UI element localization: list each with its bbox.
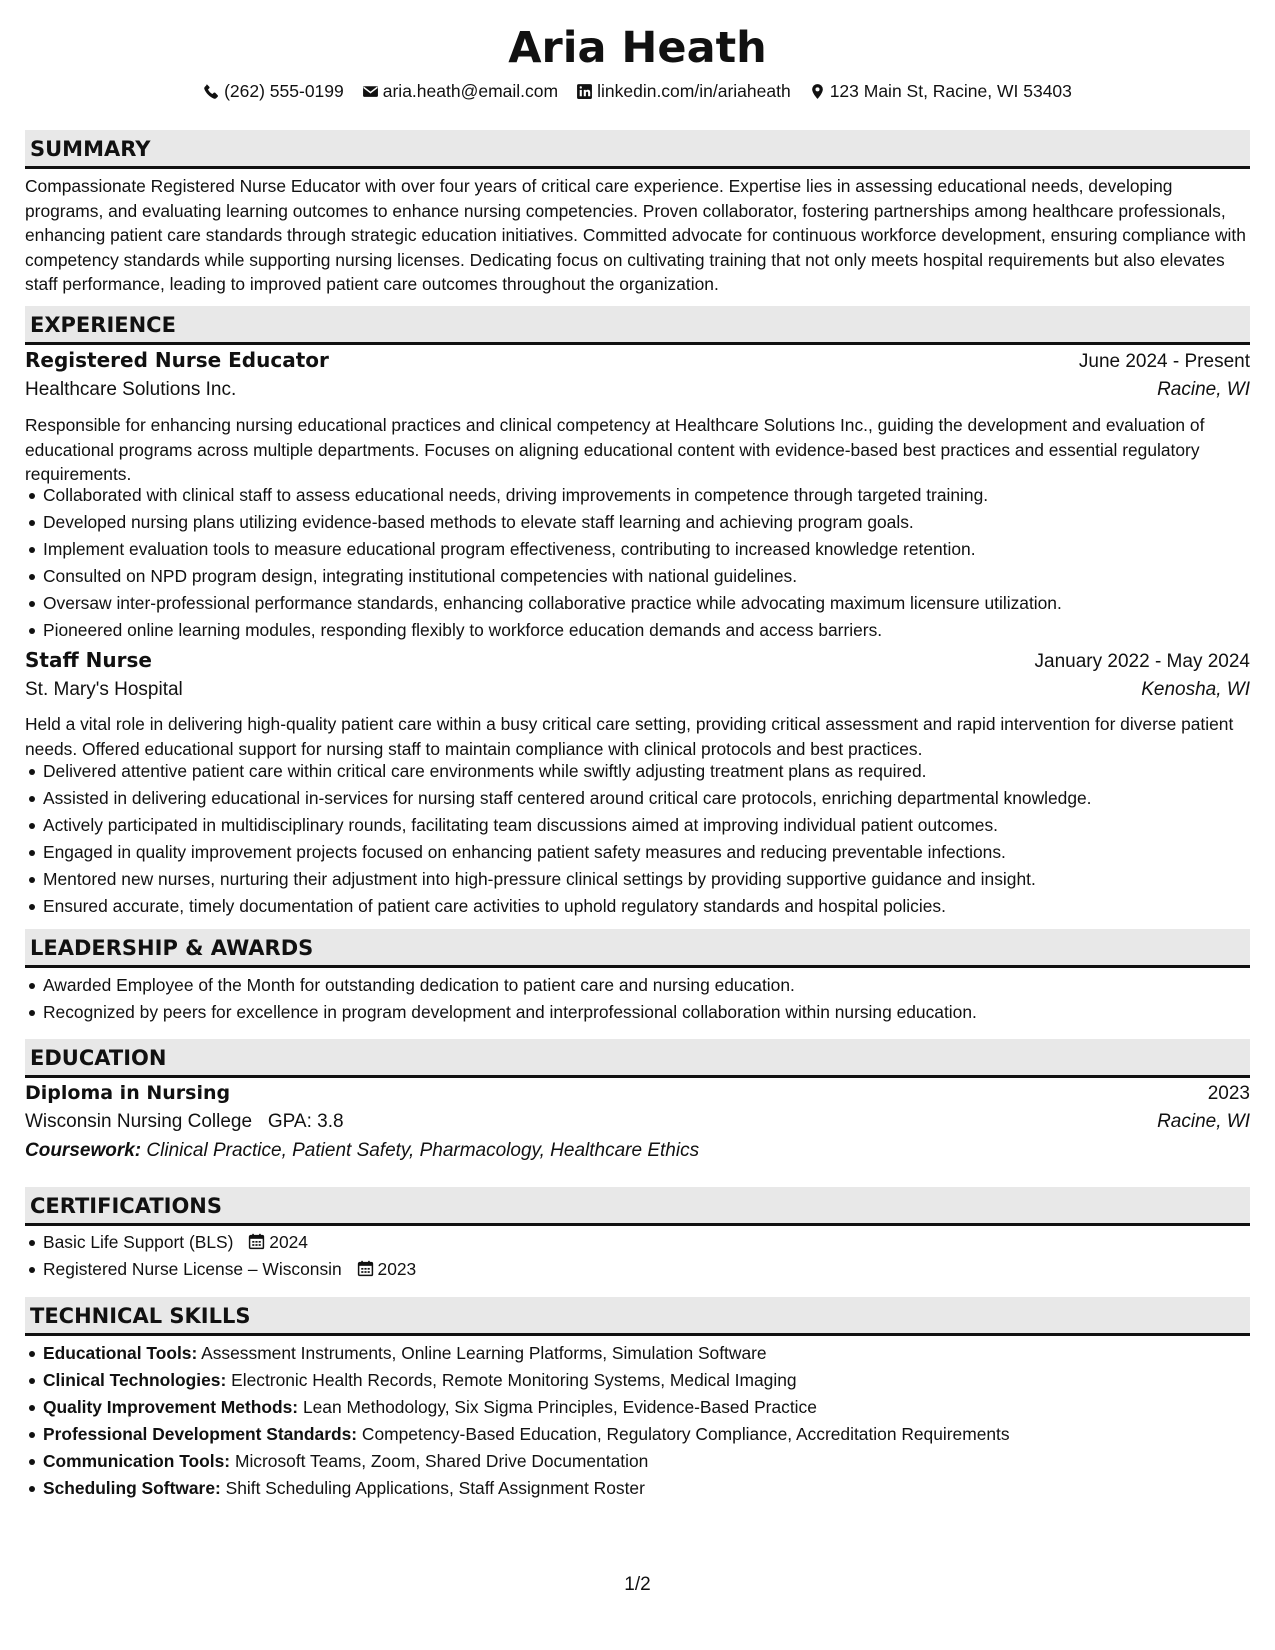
envelope-icon: [362, 83, 379, 100]
skill-value: Assessment Instruments, Online Learning Platforms, Simulation Software: [201, 1343, 767, 1363]
calendar-icon: [248, 1233, 265, 1250]
leadership-bullets: [25, 972, 1268, 1026]
list-item: [43, 1421, 1268, 1448]
job-description: Held a vital role in delivering high-quality patient care within a busy critical care setting, providing critical assessment and rapid intervention for diverse patient needs. Offered educational support for nursing staff to maintain compliance with clinical protocols and best practices.: [25, 714, 1234, 759]
job-description: Responsible for enhancing nursing educational practices and clinical competency at Healthcare Solutions Inc., guiding the development and evaluation of educational programs across multiple departments. Focuses on aligning educational content with evidence-based best practices and essential regulatory requirements.: [25, 415, 1205, 484]
list-item: Engaged in quality improvement projects focused on enhancing patient safety measures and reducing preventable infections.: [43, 839, 1268, 866]
list-item: Pioneered online learning modules, responding flexibly to workforce education demands and access barriers.: [43, 617, 1268, 644]
job-header: [25, 648, 1250, 673]
contact-bar: [25, 78, 1250, 104]
list-item: Assisted in delivering educational in-services for nursing staff centered around critical care protocols, enriching departmental knowledge.: [43, 785, 1268, 812]
contact-email[interactable]: [362, 78, 558, 104]
job-location: Racine, WI: [1157, 379, 1250, 400]
coursework-label: Coursework:: [25, 1140, 142, 1161]
school-info: [25, 1111, 344, 1133]
job-title: Staff Nurse: [25, 648, 152, 672]
address-text: 123 Main St, Racine, WI 53403: [829, 81, 1072, 101]
skill-label: Clinical Technologies:: [43, 1370, 227, 1390]
contact-linkedin[interactable]: [576, 78, 791, 104]
skills-heading: TECHNICAL SKILLS: [25, 1297, 1250, 1336]
candidate-name: Aria Heath: [508, 23, 767, 73]
list-item: Collaborated with clinical staff to assess educational needs, driving improvements in competence through targeted training.: [43, 482, 1268, 509]
contact-address: [809, 78, 1072, 104]
linkedin-link[interactable]: linkedin.com/in/ariaheath: [597, 81, 791, 101]
list-item: Consulted on NPD program design, integrating institutional competencies with national guidelines.: [43, 563, 1268, 590]
list-item: Delivered attentive patient care within critical care environments while swiftly adjusting treatment plans as required.: [43, 758, 1268, 785]
job-dates: June 2024 - Present: [1078, 351, 1250, 372]
list-item: [43, 1340, 1268, 1367]
job-org: Healthcare Solutions Inc.: [25, 379, 237, 400]
job-bullets: [25, 758, 1268, 920]
job-title: Registered Nurse Educator: [25, 348, 329, 372]
degree-name: Diploma in Nursing: [25, 1082, 231, 1104]
list-item: Recognized by peers for excellence in program development and interprofessional collaboration within nursing education.: [43, 999, 1268, 1026]
phone-text: (262) 555-0199: [224, 81, 344, 101]
list-item: Developed nursing plans utilizing evidence-based methods to elevate staff learning and achieving program goals.: [43, 509, 1268, 536]
list-item: Implement evaluation tools to measure educational program effectiveness, contributing to increased knowledge retention.: [43, 536, 1268, 563]
map-pin-icon: [809, 83, 826, 100]
skill-label: Scheduling Software:: [43, 1478, 221, 1498]
certifications-heading: CERTIFICATIONS: [25, 1187, 1250, 1226]
skill-value: Shift Scheduling Applications, Staff Assignment Roster: [225, 1478, 645, 1498]
education-heading: EDUCATION: [25, 1039, 1250, 1078]
list-item: Actively participated in multidisciplinary rounds, facilitating team discussions aimed at improving individual patient outcomes.: [43, 812, 1268, 839]
linkedin-icon: [576, 83, 593, 100]
skill-label: Quality Improvement Methods:: [43, 1397, 299, 1417]
skill-label: Communication Tools:: [43, 1451, 231, 1471]
cert-year: 2023: [377, 1259, 417, 1279]
coursework: [25, 1140, 699, 1162]
resume-page: [25, 0, 1250, 1498]
phone-icon: [203, 83, 220, 100]
cert-name: Registered Nurse License – Wisconsin: [43, 1259, 342, 1279]
gpa: GPA: 3.8: [267, 1111, 344, 1132]
experience-heading: EXPERIENCE: [25, 306, 1250, 345]
email-link[interactable]: aria.heath@email.com: [382, 81, 559, 101]
coursework-list: Clinical Practice, Patient Safety, Pharmacology, Healthcare Ethics: [146, 1140, 700, 1161]
cert-name: Basic Life Support (BLS): [43, 1232, 234, 1252]
list-item: Ensured accurate, timely documentation of patient care activities to uphold regulatory standards and hospital policies.: [43, 893, 1268, 920]
certifications-list: [25, 1229, 1268, 1283]
job-org: St. Mary's Hospital: [25, 679, 183, 700]
list-item: Awarded Employee of the Month for outstanding dedication to patient care and nursing education.: [43, 972, 1268, 999]
list-item: Mentored new nurses, nurturing their adjustment into high-pressure clinical settings by providing supportive guidance and insight.: [43, 866, 1268, 893]
page-number: 1/2: [624, 1574, 651, 1595]
leadership-heading: LEADERSHIP & AWARDS: [25, 929, 1250, 968]
school-location: Racine, WI: [1157, 1111, 1250, 1132]
skills-list: [25, 1340, 1268, 1502]
contact-phone: [203, 78, 344, 104]
job-bullets: [25, 482, 1268, 644]
list-item: [43, 1229, 1268, 1256]
skill-label: Professional Development Standards:: [43, 1424, 358, 1444]
degree-row: [25, 1082, 1250, 1105]
job-header: [25, 348, 1250, 373]
skill-value: Competency-Based Education, Regulatory Compliance, Accreditation Requirements: [361, 1424, 1010, 1444]
coursework-row: [25, 1140, 1250, 1162]
skill-value: Lean Methodology, Six Sigma Principles, Evidence-Based Practice: [302, 1397, 817, 1417]
job-org-row: [25, 379, 1250, 401]
list-item: [43, 1367, 1268, 1394]
school-row: [25, 1111, 1250, 1133]
summary-heading: SUMMARY: [25, 130, 1250, 169]
list-item: [43, 1475, 1268, 1502]
job-dates: January 2022 - May 2024: [1034, 651, 1250, 672]
skill-label: Educational Tools:: [43, 1343, 198, 1363]
list-item: [43, 1394, 1268, 1421]
school-name: Wisconsin Nursing College: [25, 1111, 253, 1132]
list-item: Oversaw inter-professional performance standards, enhancing collaborative practice while advocating maximum licensure utilization.: [43, 590, 1268, 617]
calendar-icon: [357, 1260, 374, 1277]
skill-value: Electronic Health Records, Remote Monitoring Systems, Medical Imaging: [231, 1370, 797, 1390]
job-location: Kenosha, WI: [1141, 679, 1250, 700]
job-org-row: [25, 679, 1250, 701]
skill-value: Microsoft Teams, Zoom, Shared Drive Documentation: [234, 1451, 649, 1471]
cert-year: 2024: [269, 1232, 308, 1252]
list-item: [43, 1256, 1268, 1283]
list-item: [43, 1448, 1268, 1475]
degree-year: 2023: [1207, 1083, 1250, 1104]
summary-text: Compassionate Registered Nurse Educator with over four years of critical care experience. Expertise lies in assessing educational needs, developing programs, and evaluating learning outcomes to enhance nursing competencies. Proven collaborator, fostering partnerships among healthcare professionals, enhancing patient care standards through strategic education initiatives. Committed advocate for continuous workforce development, ensuring compliance with competency standards while supporting nursing licenses. Dedicating focus on cultivating training that not only meets hospital requirements but also elevates staff performance, leading to improved patient care outcomes throughout the organization.: [25, 176, 1246, 294]
